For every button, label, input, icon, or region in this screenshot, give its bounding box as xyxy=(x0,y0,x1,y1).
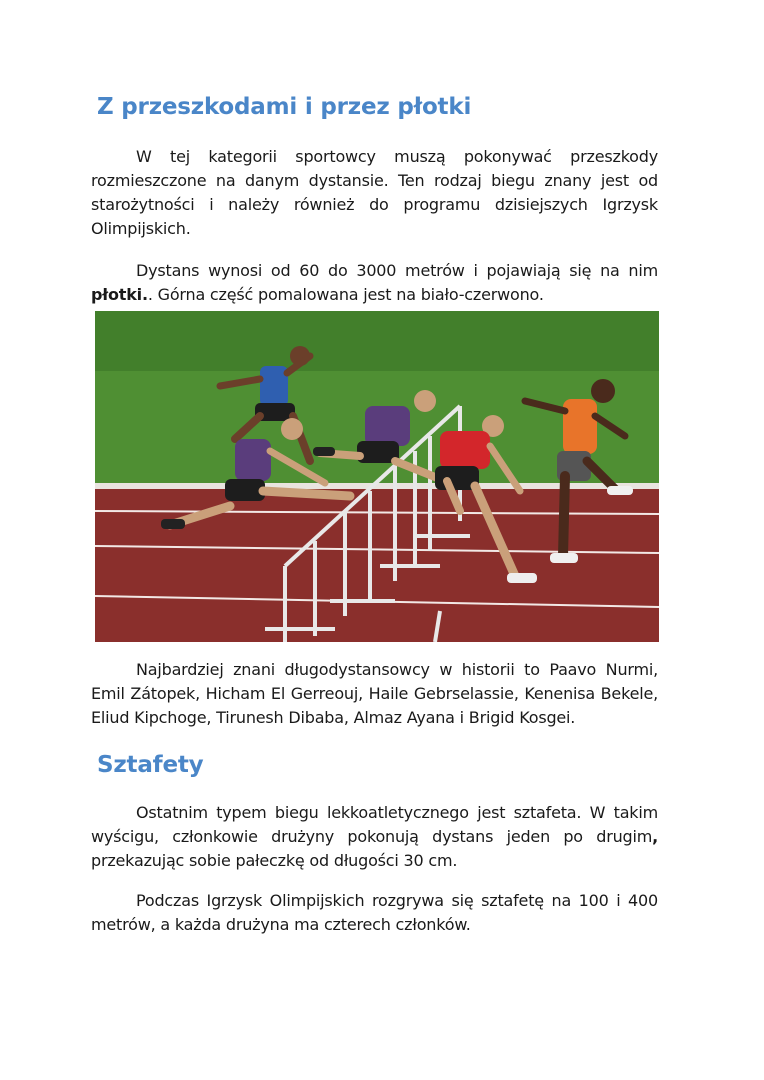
paragraph-hurdles-intro: W tej kategorii sportowcy muszą pokonywać przeszkody rozmieszczone na danym dystansie. Ten rodzaj biegu znany jest od starożytności i należy również do programu dzisiejszych Igrzysk Olimpijskich. xyxy=(91,147,658,238)
paragraph-hurdles-distance xyxy=(91,259,658,307)
paragraph-relay-olympics: Podczas Igrzysk Olimpijskich rozgrywa się sztafetę na 100 i 400 metrów, a każda drużyna ma czterech członków. xyxy=(91,891,658,934)
bold-run: , xyxy=(652,827,658,846)
text-run: przekazując sobie pałeczkę od długości 30 cm. xyxy=(91,851,458,870)
text-run: Ostatnim typem biegu lekkoatletycznego jest sztafeta. W takim wyścigu, członkowie drużyny pokonują dystans jeden po drugim xyxy=(91,803,658,846)
paragraph-famous-runners: Najbardziej znani długodystansowcy w historii to Paavo Nurmi, Emil Zátopek, Hicham El Gerreouj, Haile Gebrselassie, Kenenisa Bekele, Eliud Kipchoge, Tirunesh Dibaba, Almaz Ayana i Brigid Kosgei. xyxy=(91,660,658,727)
bold-run: płotki. xyxy=(91,285,148,304)
hurdles-race-photo xyxy=(95,311,659,642)
text-run: Dystans wynosi od 60 do 3000 metrów i pojawiają się na nim xyxy=(136,261,658,280)
paragraph-relay-intro xyxy=(91,801,658,873)
section-title-hurdles: Z przeszkodami i przez płotki xyxy=(97,94,472,120)
text-run: . Górna część pomalowana jest na biało-czerwono. xyxy=(147,285,544,304)
section-title-relays: Sztafety xyxy=(97,752,204,778)
